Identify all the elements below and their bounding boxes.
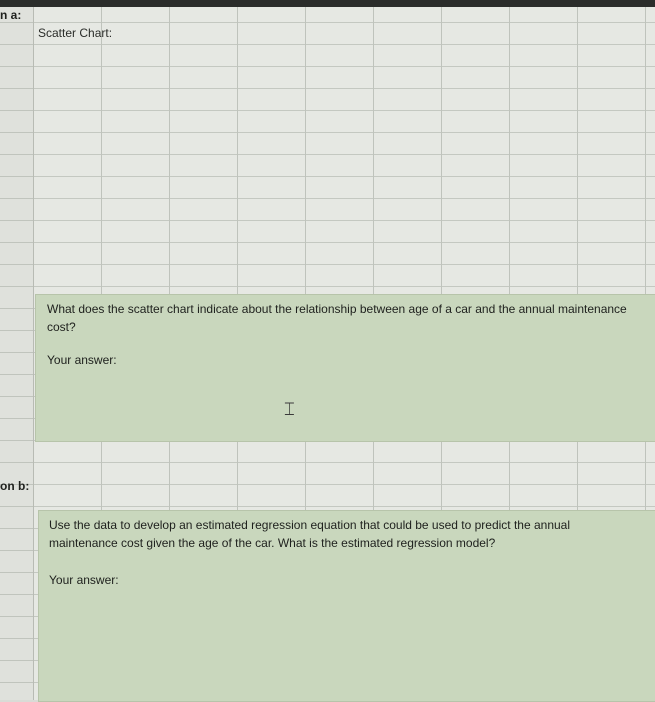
answer-label-a: Your answer: <box>47 353 117 367</box>
question-a: What does the scatter chart indicate about the relationship between age of a car and the annual maintenance cost? <box>47 302 627 334</box>
row-header-column <box>0 0 34 700</box>
top-edge-bar <box>0 0 655 7</box>
scatter-chart-label: Scatter Chart: <box>38 26 113 40</box>
answer-panel-b[interactable] <box>38 510 655 702</box>
section-b-label: on b: <box>0 479 30 493</box>
answer-panel-a[interactable] <box>35 294 655 442</box>
question-b: Use the data to develop an estimated regression equation that could be used to predict the annual maintenance cost given the age of the car. What is the estimated regression model? <box>49 518 571 550</box>
answer-label-b: Your answer: <box>49 573 119 587</box>
section-a-label: n a: <box>0 8 22 22</box>
text-cursor-icon: ⌶ <box>284 399 295 420</box>
